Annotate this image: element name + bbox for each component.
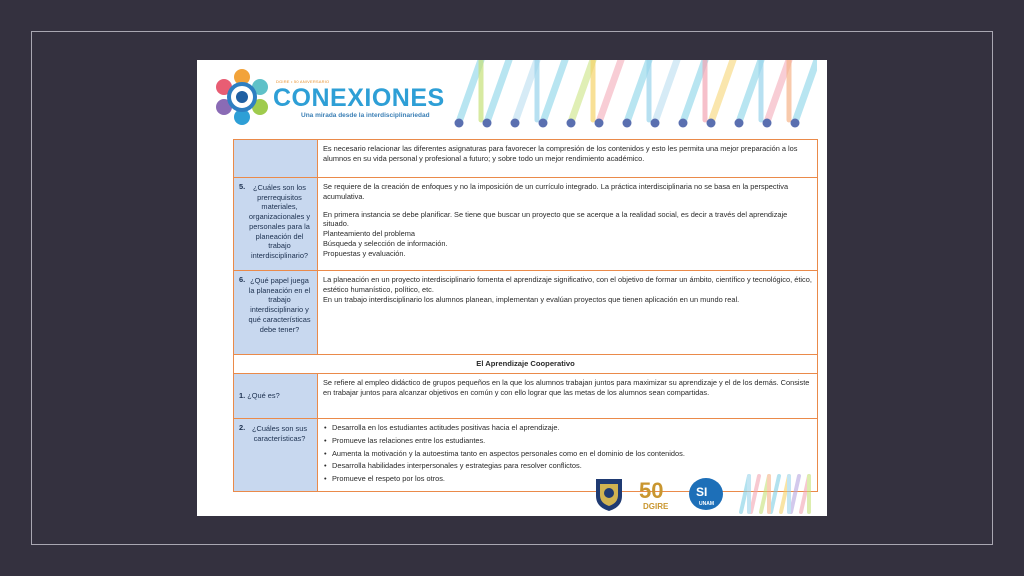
question-text: ¿Qué es? (247, 391, 280, 401)
list-item: • Promueve las relaciones entre los estudiantes. (323, 436, 812, 446)
list-item: • Desarrolla habilidades interpersonales y estrategias para resolver conflictos. (323, 461, 812, 471)
question-number: 5. (239, 182, 246, 191)
answer-cell: Es necesario relacionar las diferentes asignaturas para favorecer la compresión de los contenidos y esto les permita una mejor preparación a los alumnos en su vida personal y profesional a futuro; y sobre todo un mejor rendimiento académico. (318, 140, 818, 178)
section-title: El Aprendizaje Cooperativo (234, 355, 818, 374)
table-row (234, 355, 818, 374)
question-number: 2. (239, 423, 246, 433)
question-text: ¿Qué papel juega la planeación en el trabajo interdisciplinario y qué características debe tener? (248, 275, 311, 334)
question-cell (234, 419, 318, 492)
answer-paragraph: En primera instancia se debe planificar. Se tiene que buscar un proyecto que se acerque a la realidad social, es decir a través del aprendizaje situado. (323, 209, 788, 229)
list-item: • Aumenta la motivación y la autoestima tanto en aspectos personales como en el dominio de los contenidos. (323, 449, 812, 459)
content-table (233, 139, 818, 492)
unam-shield-icon (593, 476, 625, 512)
brand-anniversary: DGIRE • 50 ANIVERSARIO (276, 79, 330, 84)
question-number: 1. (239, 391, 246, 401)
decorative-stripes-icon (447, 60, 817, 128)
table-row (234, 271, 818, 355)
answer-paragraph: En un trabajo interdisciplinario los alumnos planean, implementan y evalúan proyectos que tienen aplicación en un mundo real. (323, 294, 740, 304)
brand-title: CONEXIONES (273, 84, 445, 112)
slide (197, 60, 827, 516)
answer-line: Búsqueda y selección de información. (323, 238, 448, 248)
svg-text:50: 50 (639, 478, 664, 503)
question-cell (234, 178, 318, 271)
answer-line: Propuestas y evaluación. (323, 248, 406, 258)
brand-subtitle: Una mirada desde la interdisciplinariedad (301, 112, 430, 119)
question-text: ¿Cuáles son los prerrequisitos materiales, organizacionales y personales para la planeación del trabajo interdisciplinario? (248, 182, 311, 261)
answer-cell (318, 271, 818, 355)
answer-line: Planteamiento del problema (323, 229, 416, 239)
table-row (234, 178, 818, 271)
dgire-50-logo-icon (635, 476, 681, 512)
list-item: • Promueve el respeto por los otros. (323, 474, 812, 484)
dgire-logo-text: DGIRE (643, 502, 669, 511)
question-cell (234, 374, 318, 419)
question-cell (234, 271, 318, 355)
conexiones-logo-icon (213, 68, 271, 126)
question-number: 6. (239, 275, 246, 284)
table-row (234, 419, 818, 492)
si-logo-subtext: UNAM (699, 501, 714, 507)
list-item: • Desarrolla en los estudiantes actitudes positivas hacia el aprendizaje. (323, 423, 812, 433)
answer-cell: Se refiere al empleo didáctico de grupos pequeños en la que los alumnos trabajan juntos para maximizar su aprendizaje y el de los demás. Consiste en trabajar juntos para alcanzar objetivos en común y con ello lograr que las metas de los alumnos sean compartidas. (318, 374, 818, 419)
answer-cell (318, 178, 818, 271)
question-cell-empty (234, 140, 318, 178)
footer-stripes-icon (737, 472, 817, 514)
table-row (234, 374, 818, 419)
answer-paragraph: La planeación en un proyecto interdisciplinario fomenta el aprendizaje significativo, con el objetivo de formar un ámbito, científico y tecnológico, ético, estético humanístico, político, etc. (323, 275, 812, 294)
answer-paragraph: Se requiere de la creación de enfoques y no la imposición de un currículo integrado. La práctica interdisciplinaria no se basa en la perspectiva acumulativa. (323, 182, 789, 201)
table-row (234, 140, 818, 178)
question-text: ¿Cuáles son sus características? (251, 423, 308, 443)
si-logo-text: SI (696, 485, 708, 499)
si-unam-logo-icon (687, 476, 725, 512)
